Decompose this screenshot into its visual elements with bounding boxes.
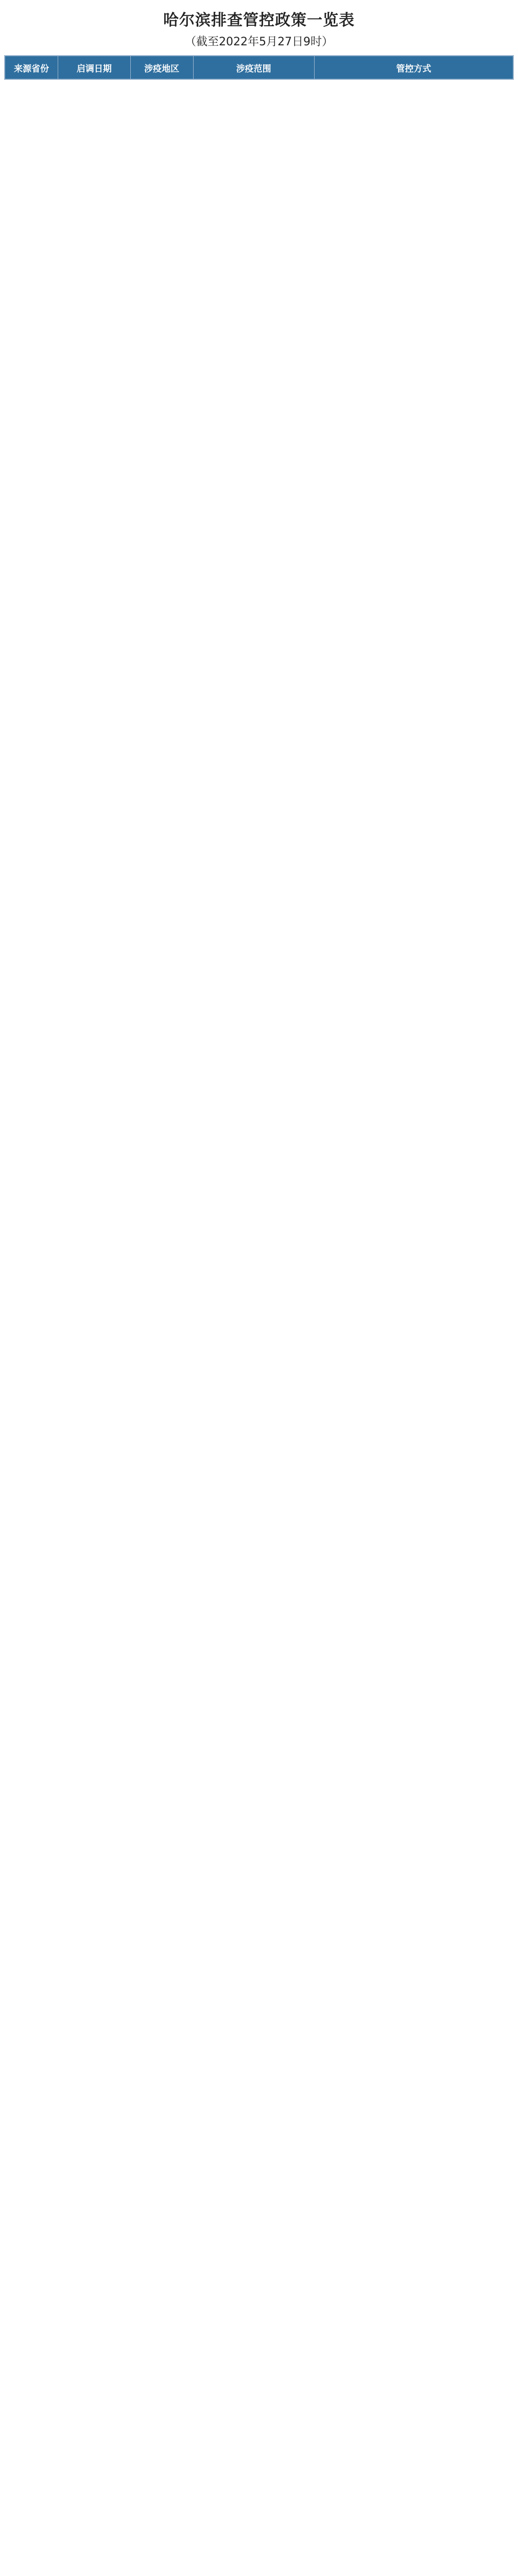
column-header-province: 来源省份 — [5, 56, 58, 79]
column-header-city: 涉疫地区 — [130, 56, 193, 79]
column-header-scope: 涉疫范围 — [193, 56, 314, 79]
column-header-measure: 管控方式 — [314, 56, 513, 79]
policy-table-wrapper — [4, 55, 514, 80]
policy-table — [5, 56, 513, 79]
column-header-date: 启调日期 — [58, 56, 130, 79]
table-header-row — [5, 56, 513, 79]
page-title: 哈尔滨排查管控政策一览表 — [163, 11, 355, 29]
page-header — [0, 0, 518, 49]
policy-table-head — [5, 56, 513, 79]
page-subtitle: （截至2022年5月27日9时） — [185, 36, 333, 48]
